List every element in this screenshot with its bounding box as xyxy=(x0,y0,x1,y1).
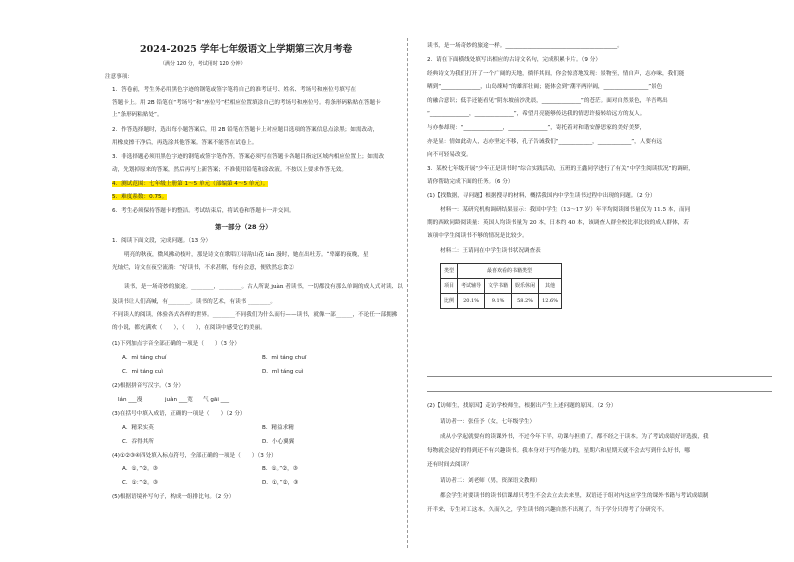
subquestion-2: (2)根据拼音写汉字。（3 分） xyxy=(112,383,184,389)
interview-line: 还有时间去阅读？ xyxy=(427,462,472,468)
pinyin-blank[interactable]: 气 gāi ___ xyxy=(203,397,230,403)
material-line: 该项中学生阅读书不够的情况是比较少。 xyxy=(427,233,528,239)
option-a[interactable]: A．精采实英 xyxy=(122,425,154,431)
poem-line[interactable]: 的融合意识；低手还能看见“阴东坡前沙洗晨，______________”的苍茫。面对自然景色，羊吾鸣出 xyxy=(427,98,668,104)
table-cell: 9.1% xyxy=(485,294,512,309)
exam-subtitle: （满分 120 分，考试用时 120 分钟） xyxy=(160,61,246,67)
poem-line[interactable]: 与亦参却现：“______________，______________”，寄托着对和谐安静思家的美好美梦， xyxy=(427,125,646,131)
option-d[interactable]: D．mǐ táng cuì xyxy=(262,369,304,375)
pinyin-blank[interactable]: juàn ___宽 xyxy=(165,397,193,403)
note-line: 1．答卷前，考生务必用黑色字迹的钢笔或签字笔将自己的准考证号、姓名、考场号和座位号填写在 xyxy=(112,87,357,93)
option-d[interactable]: D．①，”②，③ xyxy=(262,480,299,486)
table-cell: 娱乐休闲 xyxy=(512,279,539,294)
table-cell: 58.2% xyxy=(512,294,539,309)
option-c[interactable]: C．mì táng cuì xyxy=(122,369,163,375)
notice-heading: 注意事项： xyxy=(105,74,133,80)
table-cell: 文学书籍 xyxy=(485,279,512,294)
option-c[interactable]: C．吞得其所 xyxy=(122,439,154,445)
passage-line: 光灿烂，诗文在夜空流淌：“好读书，不求甚解，每有会意，便欣然忘食② xyxy=(112,265,294,271)
note-line: 2．作答选择题时，选出每小题答案后，用 2B 铅笔在答题卡上对应题目选项的答案信息点涂黑；如需改动， xyxy=(112,127,379,133)
note-difficulty xyxy=(112,194,167,201)
question-3-heading-cont: 请你帮助完成下面的任务。（6 分） xyxy=(427,179,514,185)
table-cell: 项目 xyxy=(441,279,458,294)
interview-line: 每物就会觉好的得到还不有兴趣读书。我本身对于写作能力的，星期六和星期天就不会去写到什么好书，哪 xyxy=(427,448,690,454)
option-a[interactable]: A．mì táng chuí xyxy=(122,355,167,361)
table-cell: 其他 xyxy=(539,279,562,294)
option-b[interactable]: B．精益求精 xyxy=(262,425,294,431)
note-line: 上“条形码粘贴处”。 xyxy=(112,112,163,118)
subquestion-5: (5)根据语境补写句子，构成一组排比句。（2 分） xyxy=(112,494,235,500)
exam-title: 2024-2025 学年七年级语文上学期第三次月考卷 xyxy=(140,44,353,55)
table-cell: 类型 xyxy=(441,264,458,279)
task-2: (2)【访师生，找原因】走访学校师生，根据出产生上述问题的原因。（2 分） xyxy=(427,403,617,409)
right-column xyxy=(412,0,794,562)
table-row xyxy=(441,279,562,294)
option-b[interactable]: B．①。”②，③ xyxy=(262,466,298,472)
poem-line[interactable]: 晒到“______________，山岛竦峙”的雄浑壮阔；能体会到“潮平两岸阔，________________”景色 xyxy=(427,84,663,90)
answer-rule[interactable] xyxy=(427,391,772,392)
poem-line[interactable]: “______________，______________”，希望月亮能够传达我的情思许接转给远方的友人。 xyxy=(427,111,646,117)
part-title: 第一部分（28 分） xyxy=(215,223,272,231)
passage-line: 明亮的秋夜，微风拂动枝叶，那是诗文在歌唱①诗韵山花 lán 漫时，她在出吐芳。“卑鄙的夜晚，星 xyxy=(124,252,369,258)
poem-line: 向不可轻易改变。 xyxy=(427,152,472,158)
material-line: 材料一：某研究机构调研结果显示：我国中学生（13～17 岁）年平均阅读图书量仅为 11.5 本，而同 xyxy=(440,207,691,213)
poem-line[interactable]: 亦是显：情如此动人，志亦坚定不移，孔子告诫我们“____________，____________”，人要有远 xyxy=(427,139,663,145)
table-row xyxy=(441,264,562,279)
question-3-heading: 3．某校七年级开展“少年正是读书时”综合实践活动，五班的王鑫同学进行了有关“中学生阅读状况”的调研， xyxy=(427,166,694,172)
interview-line: 开半来，专生对工这本。久而久之，学生读书的兴趣自然不出现了，当于学分只得考了分研究不。 xyxy=(427,507,668,513)
table-cell: 考试辅导 xyxy=(458,279,485,294)
material-2-label: 材料二：王请同在中学生读书状况调查表 xyxy=(440,248,541,254)
survey-table xyxy=(440,263,562,309)
option-b[interactable]: B．mì táng chuī xyxy=(262,355,307,361)
pinyin-blank[interactable]: lán ___漫 xyxy=(118,397,143,403)
question-1-heading: 1．阅读下面文段，完成问题。（13 分） xyxy=(112,238,212,244)
table-cell: 12.6% xyxy=(539,294,562,309)
table-row xyxy=(441,294,562,309)
note-line: 用橡皮擦干净后，再选涂其他答案。答案不能答在试卷上。 xyxy=(112,140,258,146)
material-line: 期的西欧同龄阅读量：英国人均读书量为 20 本，日本约 40 本，该调查人群全校比率比较的成人群体，若 xyxy=(427,220,689,226)
note-scope xyxy=(112,181,268,188)
passage-line: 及读书让人们高喊，有________。读书的艺术，有读书 ________。 xyxy=(112,299,276,305)
table-cell: 20.1% xyxy=(458,294,485,309)
subquestion-4: (4)①②③④四处填入标点符号，全部正确的一项是（ ）（3 分） xyxy=(112,453,277,459)
table-cell: 最喜欢看的书籍类型 xyxy=(458,264,562,279)
highlighted-scope: 4．测试范围：七年级上册第 1～5 单元（部编第 4～5 单元）。 xyxy=(112,181,269,187)
note-line: 动，先划掉原来的答案，然后再写上新答案；不准使用铅笔和涂改液。不按以上要求作答无效。 xyxy=(112,167,347,173)
answer-line-text: 读书，是一场奇妙的旅途一样。________________________________________。 xyxy=(427,43,623,49)
option-c[interactable]: C．①：”②。③ xyxy=(122,480,158,486)
interviewee-1: 请访者一：张佳予（女，七年级学生） xyxy=(440,419,536,425)
passage-line: 的小说，都充满欢（ ），（ ），在阅读中感受它的美丽。 xyxy=(112,325,266,331)
interview-line: 成从小学起就要有的读课外书，不过今年下半，功课与担重了，都不经之于读本。为了考试成绩好评选拔，我 xyxy=(440,434,709,440)
subquestion-1: (1)下列加点字音全部正确的一项是（ ）（3 分） xyxy=(112,341,240,347)
note-line: 6．考生必须保持答题卡的整洁。考试结束后，将试卷和答题卡一并交回。 xyxy=(112,208,295,214)
note-line: 答题卡上。用 2B 铅笔在“考场号”和“座位号”栏相应位置填涂自己的考场号和座位号。将条形码粘贴在答题卡 xyxy=(112,100,381,106)
column-divider xyxy=(407,38,408,548)
interviewee-2: 请访者二：刘老师（男，资深语文教师） xyxy=(440,478,541,484)
passage-line: 不同读人的阅读，体验各式各样的世界。________不同我们为什么而行——读书，就像一部______，不论任一部拥拂 xyxy=(112,312,398,318)
option-d[interactable]: D．小心翼翼 xyxy=(262,439,295,445)
note-line: 3．非选择题必须用黑色字迹的钢笔或签字笔作答，答案必须写在答题卡各题目指定区域内相应位置上；如需改 xyxy=(112,154,385,160)
subquestion-3: (3)在括号中填入成语，正确的一项是（ ）（2 分） xyxy=(112,411,246,417)
passage-line: 读书，是一场奇妙的旅途。________，________。古人所说 juàn 者读书，一切都没有那么单调的成人式对读、以 xyxy=(124,284,403,290)
table-cell: 比例 xyxy=(441,294,458,309)
task-1: (1)【找数据，寻问题】根据搜寻的材料，概括我国内中学生读书过程中出现的问题。（2 分） xyxy=(427,193,656,199)
interview-line: 都会学生对要读书的读书信课却只考生不会去立去去来里，双语还于组对内这应学生的课外书籍与考试成绩制 xyxy=(440,493,709,499)
answer-rule[interactable] xyxy=(427,376,772,377)
highlighted-difficulty: 5．难度系数：0.75。 xyxy=(112,194,168,200)
option-a[interactable]: A．①，”②。③ xyxy=(122,466,158,472)
poem-line: 经典诗文为我们打开了一个广阔的天地，徜徉其间，你会惊喜地发现：景物至，情自声，志亦味，我们能 xyxy=(427,71,685,77)
question-2-heading: 2．请在下面横线处填写出相应的古诗文名句，完成积累卡片。（9 分） xyxy=(427,57,601,63)
